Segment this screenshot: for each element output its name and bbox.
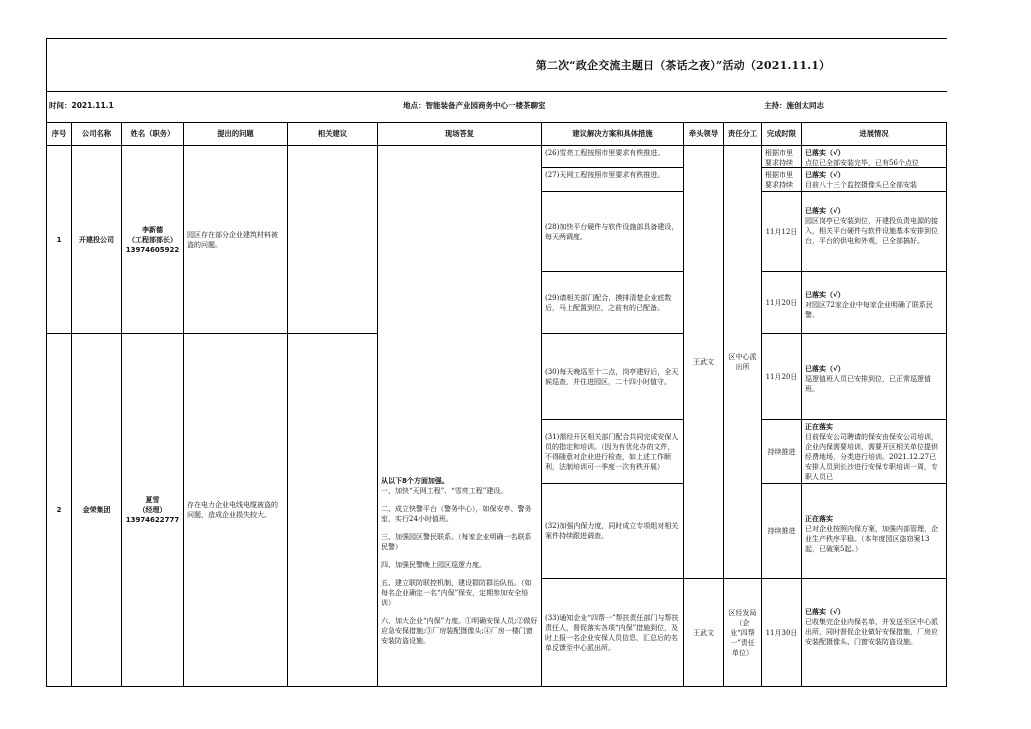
header-no: 序号 (47, 122, 72, 146)
measure-33: (33)通知企业“四帮一”帮扶责任部门与帮扶责任人，督促落实各项“内保”措施到位，及时上报一名企业安保人员信息，汇总后的名单反馈至中心派出所。 (542, 579, 684, 687)
progress-text: 园区岗亭已安装到位，开建投负责电源的接入，相关平台硬件与软件设施基本安排到位台，平台的供电和外观，已全部搞好。 (805, 217, 938, 245)
progress-text: 对园区72家企业中每家企业明确了联系民警。 (805, 301, 933, 319)
row1-suggestion (288, 146, 378, 334)
deadline-cell: 11月20日 (762, 334, 802, 420)
progress-status: 已落实（√） (805, 171, 845, 179)
progress-text: 已对企业按照内保方案，加强内部管理，企业生产秩序平稳。（本年度园区盗窃案13起，已破案5起。） (805, 525, 938, 553)
progress-status: 正在落实 (805, 423, 833, 431)
measure-31: (31)需经开区相关部门配合共同完成安保人员的指定和培训。（因为有优化办的文件，不得随意对企业进行检查，如上述工作顺利，法制培训可一季度一次有秩开展） (542, 420, 684, 484)
header-reply: 现场答复 (378, 122, 542, 146)
progress-text: 已收集完企业内保名单，并发送至区中心派出所，同时督促企业做好安保措施，厂房应安装配摄像头、门窗安装防盗设施。 (805, 618, 938, 646)
row1-person (122, 146, 184, 334)
leader-cell: 王武文 (684, 579, 724, 687)
measure-29: (29)请相关部门配合，摸排清楚企业底数后，马上配置到位，之前有的已配备。 (542, 272, 684, 334)
row2-person-title: （经理） (138, 506, 167, 514)
deadline-cell: 持续推进 (762, 420, 802, 484)
row1-issue: 园区存在部分企业建筑材料被盗的问题。 (184, 146, 288, 334)
meta-host: 主持：施创太同志 (764, 101, 824, 110)
progress-cell (802, 168, 947, 192)
header-company: 公司名称 (72, 122, 122, 146)
row2-issue: 存在电力企业电线电缆被盗的问题，造成企业损失较大。 (184, 334, 288, 687)
measure-32: (32)加强内保力度，同时成立专项组对相关案件持续跟进调查。 (542, 484, 684, 579)
leader-cell: 王武文 (684, 146, 724, 579)
progress-status: 已落实（√） (805, 608, 845, 616)
reply-item: 六、加大企业“内保”力度。①明确安保人员;②做好应急安保措施;③厂房装配摄像头;④厂房一楼门窗安装防盗设施。 (381, 617, 538, 645)
deadline-cell: 11月30日 (762, 579, 802, 687)
header-deadline: 完成时限 (762, 122, 802, 146)
reply-cell (378, 146, 542, 687)
progress-cell (802, 579, 947, 687)
header-duty: 责任分工 (724, 122, 762, 146)
row2-company: 金荣集团 (72, 334, 122, 687)
measure-27: (27)天网工程按照市里要求有秩推进。 (542, 168, 684, 192)
progress-cell (802, 420, 947, 484)
row2-person (122, 334, 184, 687)
progress-cell (802, 484, 947, 579)
duty-cell: 区经发局（企业“四帮一”责任单位） (724, 579, 762, 687)
deadline-cell: 11月12日 (762, 192, 802, 272)
row2-suggestion (288, 334, 378, 687)
progress-status: 正在落实 (805, 515, 833, 523)
progress-cell (802, 146, 947, 168)
row1-person-title: （工程部部长） (128, 235, 177, 244)
progress-text: 点位已全部安装完毕，已有56个点位 (805, 159, 919, 167)
reply-item: 二、成立快警平台（警务中心），如保安亭、警务室，实行24小时值班。 (381, 505, 532, 523)
progress-cell (802, 272, 947, 334)
progress-status: 已落实（√） (805, 291, 845, 299)
measure-28: (28)加快平台硬件与软件设施部具备建设，每天两调度。 (542, 192, 684, 272)
deadline-cell: 11月20日 (762, 272, 802, 334)
progress-cell (802, 334, 947, 420)
meta-time: 时间：2021.11.1 (49, 101, 114, 110)
progress-status: 已落实（√） (805, 365, 845, 373)
reply-head: 从以下8个方面加强。 (381, 477, 449, 485)
measure-30: (30)每天晚巡至十二点，岗亭建好后，全天候巡查，并住进园区，二十四小时值守。 (542, 334, 684, 420)
reply-item: 四、加强民警晚上园区巡逻力度。 (381, 561, 486, 569)
deadline-cell: 持续推进 (762, 484, 802, 579)
header-person: 姓名（职务） (122, 122, 184, 146)
row2-person-name: 夏雪 (145, 496, 160, 504)
title-divider (47, 91, 947, 92)
duty-cell: 区中心派出所 (724, 146, 762, 579)
header-issue: 提出的问题 (184, 122, 288, 146)
row1-company: 开建投公司 (72, 146, 122, 334)
progress-text: 目前八十三个监控摄像头已全部安装 (805, 181, 917, 189)
deadline-cell: 根据市里要求持续 (762, 168, 802, 192)
row1-person-phone: 13974605922 (125, 245, 180, 254)
row2-person-phone: 13974622777 (125, 516, 180, 524)
progress-cell (802, 192, 947, 272)
progress-text: 目前保安公司聘请的保安由保安公司培训，企业内保需要培训，需要开区相关单位提供经费地场，分类进行培训。2021.12.27已安排人员到长沙进行安保专职培训一周，专职人员已 (805, 433, 938, 481)
progress-text: 巡逻值班人员已安排到位，已正常巡逻值班。 (805, 375, 931, 393)
spreadsheet (46, 38, 947, 687)
deadline-cell: 根据市里要求持续 (762, 146, 802, 168)
row2-no: 2 (47, 334, 72, 687)
header-leader: 牵头领导 (684, 122, 724, 146)
header-suggestion: 相关建议 (288, 122, 378, 146)
header-measures: 建议解决方案和具体措施 (542, 122, 684, 146)
reply-item: 一、加快“天网工程”、“雪亮工程”建设。 (381, 487, 508, 495)
header-progress: 进展情况 (802, 122, 947, 146)
page-title: 第二次“政企交流主题日（茶话之夜）”活动（2021.11.1） (535, 59, 831, 72)
row1-no: 1 (47, 146, 72, 334)
reply-item: 五、建立联防联控机制，建设群防群治队伍。（如每名企业确定一名“内保”保安，定期参加安全培训） (381, 579, 532, 607)
progress-status: 已落实（√） (805, 149, 845, 157)
reply-item: 三、加强园区警民联系。（每家企业明确一名联系民警） (381, 533, 532, 551)
meta-place: 地点：智能装备产业园商务中心一楼茶聊室 (403, 101, 546, 110)
row1-person-name: 李新德 (142, 225, 163, 234)
measure-26: (26)雪亮工程按照市里要求有秩推进。 (542, 146, 684, 168)
progress-status: 已落实（√） (805, 207, 845, 215)
